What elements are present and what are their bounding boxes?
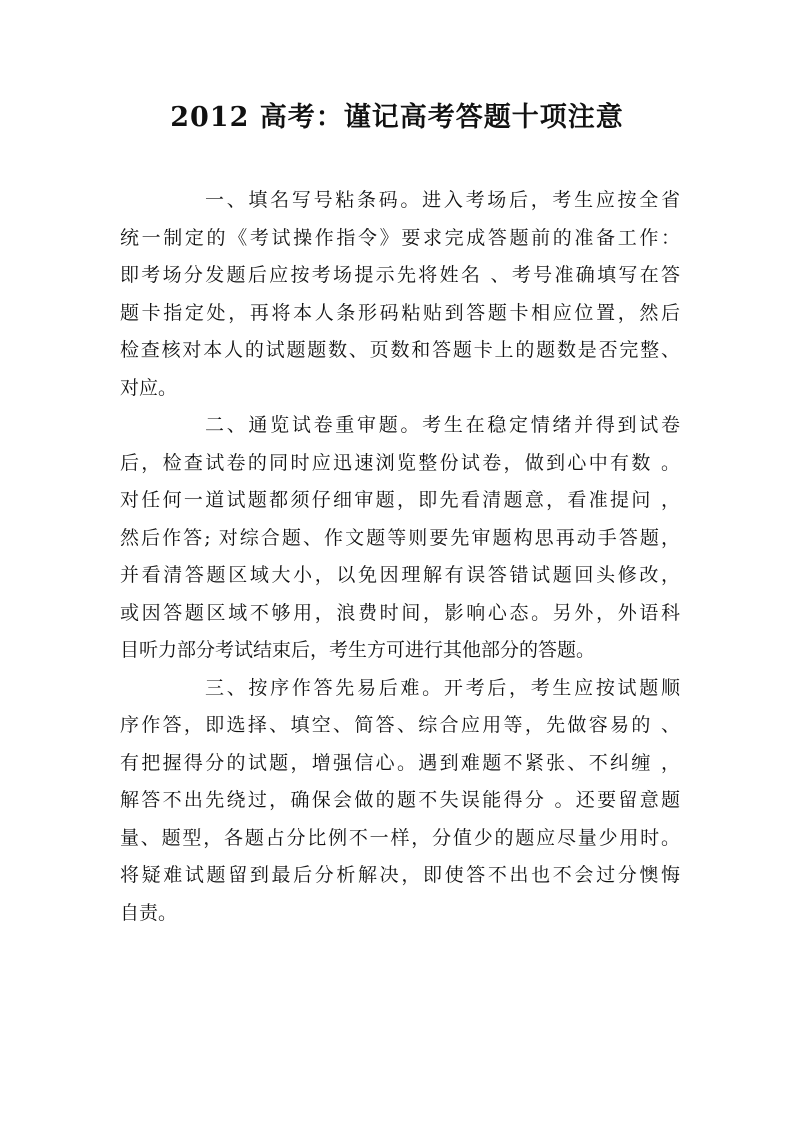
document-body	[120, 182, 680, 932]
paragraph-2	[120, 407, 680, 670]
text-line: 对任何一道试题都须仔细审题，即先看清题意，看准提问 ，	[120, 489, 680, 511]
text-line: 二、通览试卷重审题。考生在稳定情绪并得到试卷	[205, 414, 680, 436]
text-line: 序作答，即选择、填空、简答、综合应用等，先做容易的 、	[120, 714, 680, 736]
text-line: 然后作答; 对综合题、作文题等则要先审题构思再动手答题，	[120, 526, 680, 549]
text-line: 量、题型，各题占分比例不一样，分值少的题应尽量少用时。	[120, 826, 680, 849]
text-line: 一、填名写号粘条码。进入考场后，考生应按全省	[205, 189, 680, 211]
text-line: 将疑难试题留到最后分析解决，即使答不出也不会过分懊悔	[120, 864, 680, 886]
paragraph-3	[120, 670, 680, 933]
text-line: 并看清答题区域大小，以免因理解有误答错试题回头修改，	[120, 564, 680, 586]
text-line: 检查核对本人的试题题数、页数和答题卡上的题数是否完整、	[120, 339, 680, 361]
text-line: 即考场分发题后应按考场提示先将姓名 、考号准确填写在答	[120, 264, 680, 286]
text-line: 题卡指定处，再将本人条形码粘贴到答题卡相应位置，然后	[120, 301, 680, 324]
text-line: 对应。	[120, 376, 178, 399]
text-line: 解答不出先绕过，确保会做的题不失误能得分 。还要留意题	[120, 789, 680, 811]
text-line: 统一制定的《考试操作指令》要求完成答题前的准备工作：	[120, 226, 680, 249]
text-line: 有把握得分的试题，增强信心。遇到难题不紧张、不纠缠 ，	[120, 751, 680, 774]
text-line: 目听力部分考试结束后，考生方可进行其他部分的答题。	[120, 639, 596, 661]
document-title: 2012 高考：谨记高考答题十项注意	[170, 102, 624, 133]
text-line: 自责。	[120, 901, 178, 924]
text-line: 后，检查试卷的同时应迅速浏览整份试卷，做到心中有数 。	[120, 451, 680, 474]
text-line: 三、按序作答先易后难。开考后，考生应按试题顺	[205, 676, 680, 699]
paragraph-1	[120, 182, 680, 407]
text-line: 或因答题区域不够用，浪费时间，影响心态。另外，外语科	[120, 601, 680, 624]
